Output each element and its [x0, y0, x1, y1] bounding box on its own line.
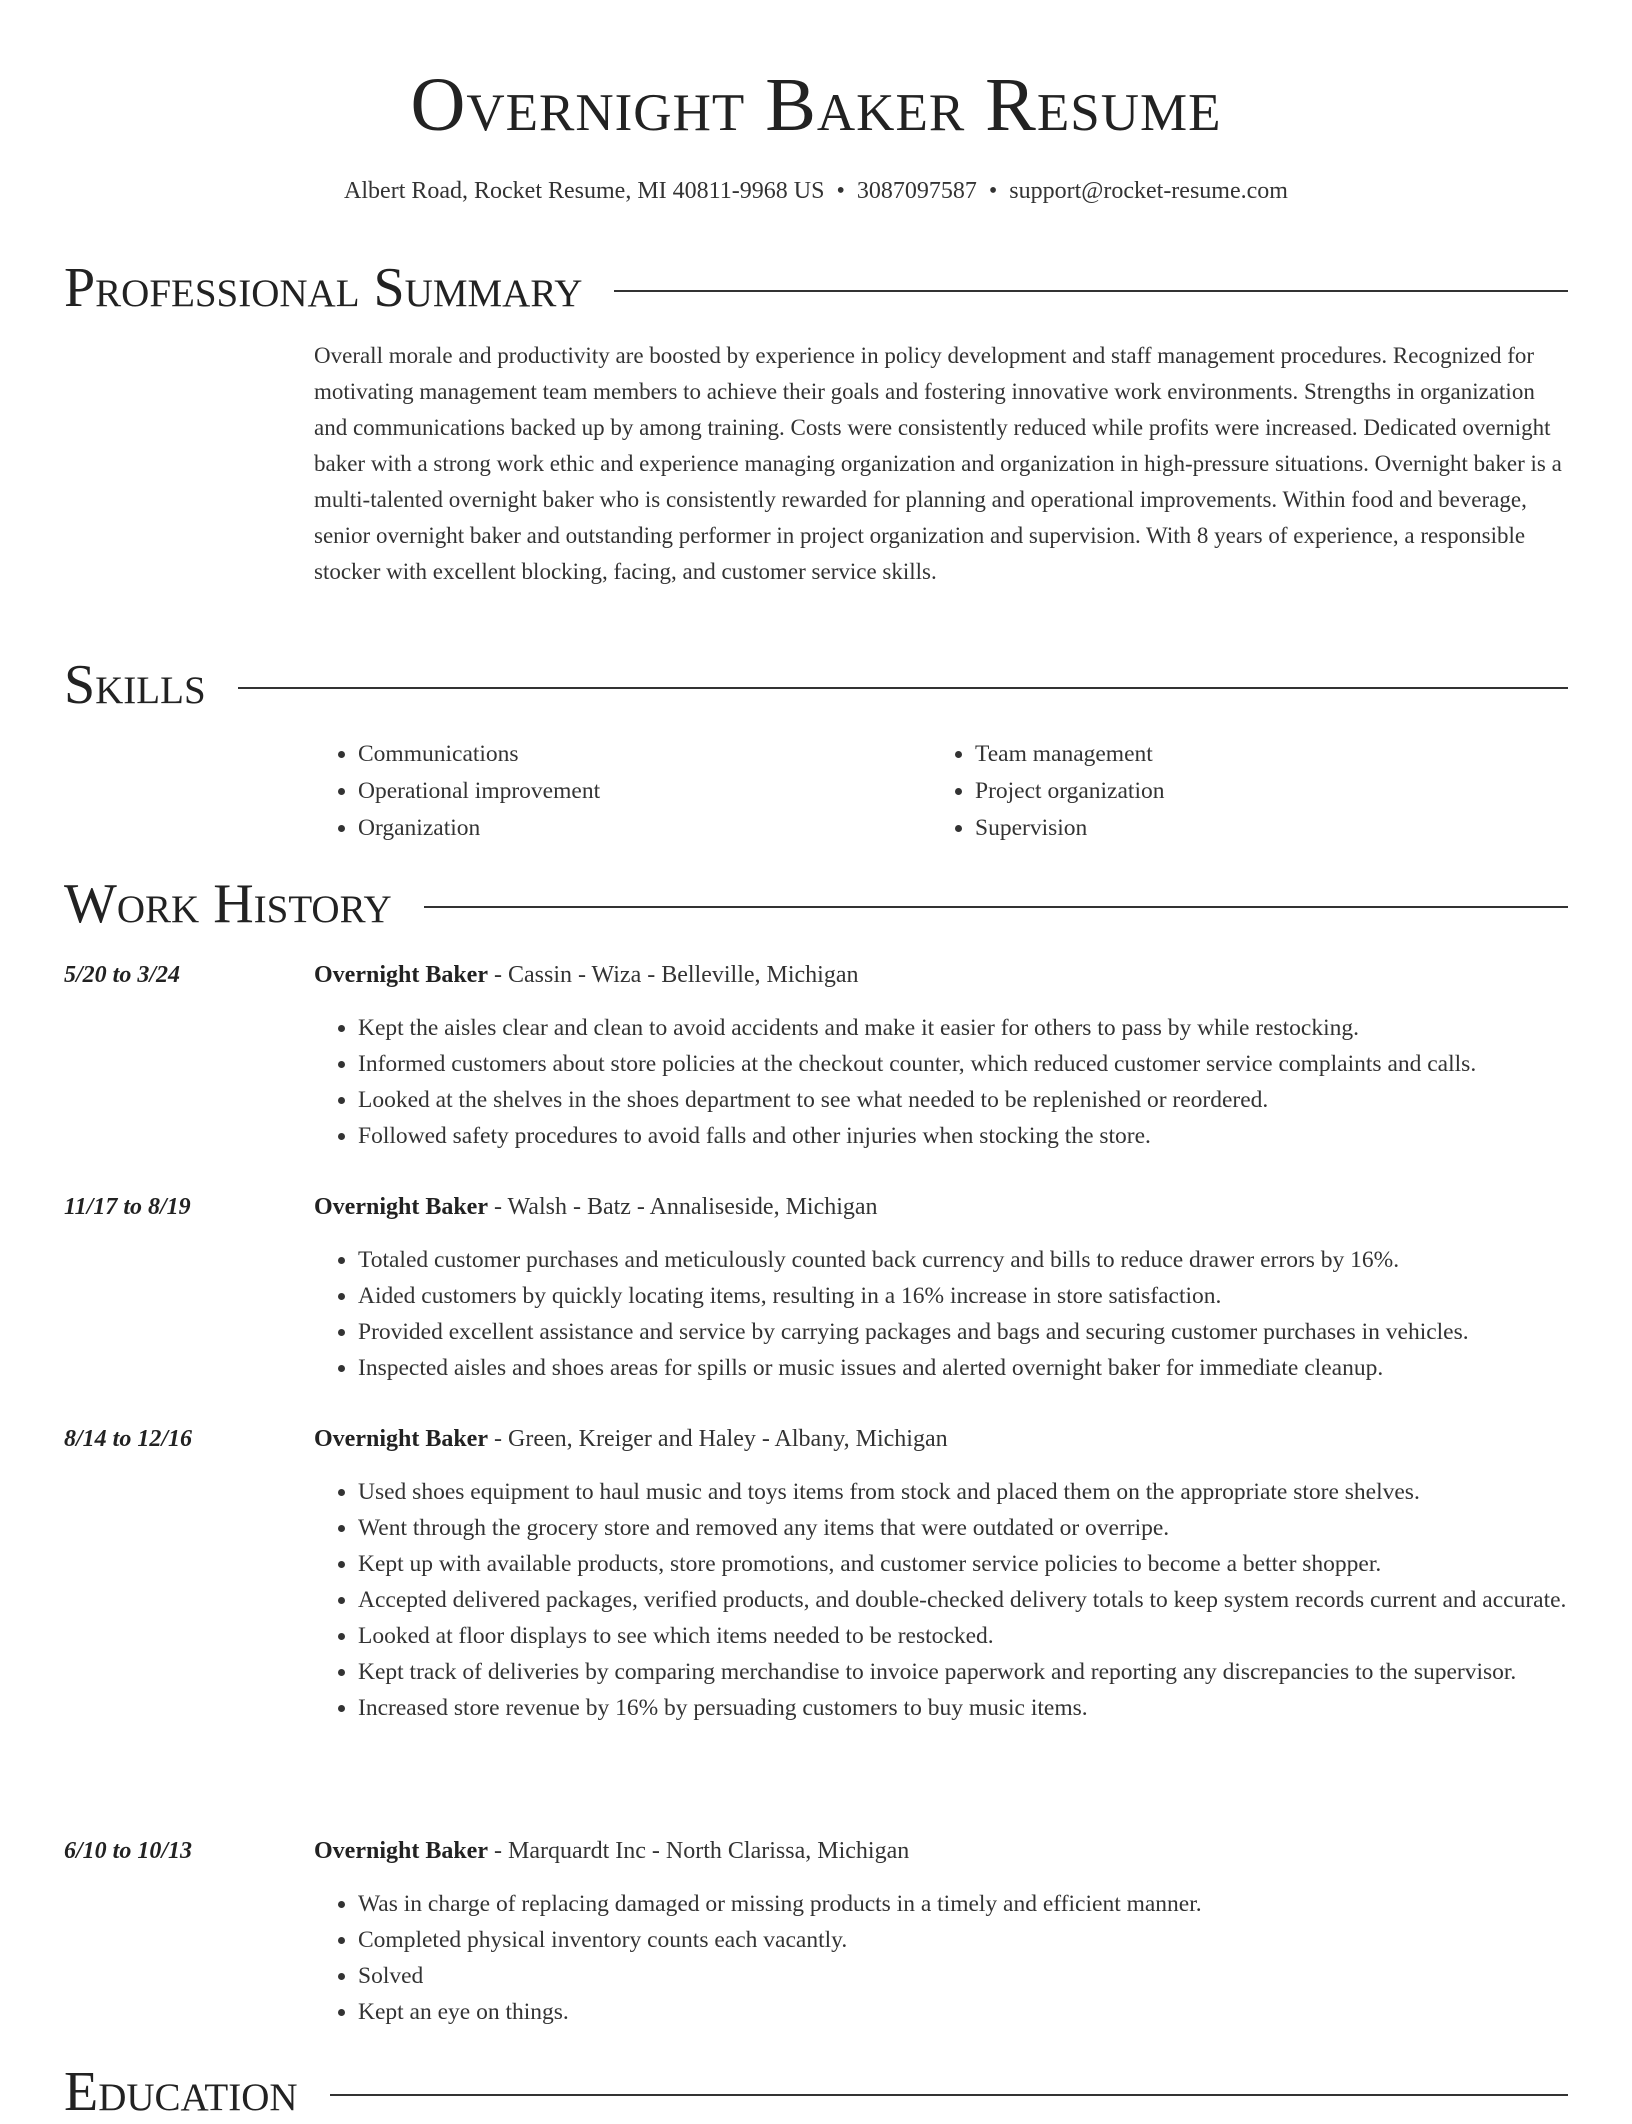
- job-employer: - Marquardt Inc - North Clarissa, Michigan: [494, 1838, 910, 1864]
- job-bullet: • Aided customers by quickly locating items, resulting in a 16% increase in store satisfaction.: [358, 1278, 1612, 1314]
- separator-dot: •: [988, 178, 998, 204]
- job-dates: 11/17 to 8/19: [64, 1194, 191, 1220]
- job-bullet: • Inspected aisles and shoes areas for spills or music issues and alerted overnight baker for immediate cleanup.: [358, 1350, 1612, 1386]
- job-bullet: • Kept up with available products, store promotions, and customer service policies to become a better shopper.: [358, 1546, 1612, 1582]
- job-bullet-list: [314, 1242, 1612, 1386]
- job-heading: [314, 1190, 878, 1224]
- skill-item: • Project organization: [975, 773, 1164, 810]
- job-heading: [314, 1422, 948, 1456]
- skill-item: • Supervision: [975, 810, 1164, 847]
- job-bullet: • Provided excellent assistance and service by carrying packages and bags and securing customer purchases in vehicles.: [358, 1314, 1612, 1350]
- section-title-work: Work History: [64, 873, 392, 935]
- job-dates: 6/10 to 10/13: [64, 1838, 193, 1864]
- job-bullet: • Accepted delivered packages, verified products, and double-checked delivery totals to keep system records current and accurate.: [358, 1582, 1612, 1618]
- job-bullet: • Kept the aisles clear and clean to avoid accidents and make it easier for others to pass by while restocking.: [358, 1010, 1612, 1046]
- job-employer: - Walsh - Batz - Annaliseside, Michigan: [494, 1194, 878, 1220]
- job-bullet: • Followed safety procedures to avoid falls and other injuries when stocking the store.: [358, 1118, 1612, 1154]
- summary-text: Overall morale and productivity are boosted by experience in policy development and staff management procedures. Recognized for motivating management team members to achieve their goals and fostering innovative work environments. Strengths in organization and communications backed up by among training. Costs were consistently reduced while profits were increased. Dedicated overnight baker with a strong work ethic and experience managing organization and organization in high-pressure situations. Overnight baker is a multi-talented overnight baker who is consistently rewarded for planning and operational improvements. Within food and beverage, senior overnight baker and outstanding performer in project organization and supervision. With 8 years of experience, a responsible stocker with excellent blocking, facing, and customer service skills.: [314, 343, 1562, 584]
- job-bullet: • Kept track of deliveries by comparing merchandise to invoice paperwork and reporting any discrepancies to the supervisor.: [358, 1654, 1612, 1690]
- section-title-skills: Skills: [64, 654, 206, 716]
- job-title: Overnight Baker: [314, 1838, 488, 1864]
- job-bullet: • Increased store revenue by 16% by persuading customers to buy music items.: [358, 1690, 1612, 1726]
- skill-item: • Operational improvement: [358, 773, 600, 810]
- phone: 3087097587: [856, 178, 977, 204]
- job-heading: [314, 958, 859, 992]
- skill-item: • Communications: [358, 736, 600, 773]
- job-bullet: • Totaled customer purchases and meticulously counted back currency and bills to reduce drawer errors by 16%.: [358, 1242, 1612, 1278]
- job-bullet: • Looked at the shelves in the shoes department to see what needed to be replenished or reordered.: [358, 1082, 1612, 1118]
- summary-section-heading: [64, 256, 1568, 320]
- skills-list-right: [931, 736, 1164, 847]
- work-section-heading: [64, 872, 1568, 936]
- job-bullet: • Completed physical inventory counts each vacantly.: [358, 1922, 1612, 1958]
- job-bullet: • Kept an eye on things.: [358, 1994, 1612, 2030]
- job-dates: 5/20 to 3/24: [64, 962, 181, 988]
- skill-item: • Organization: [358, 810, 600, 847]
- job-title: Overnight Baker: [314, 962, 488, 988]
- email: support@rocket-resume.com: [1009, 178, 1288, 204]
- job-employer: - Green, Kreiger and Haley - Albany, Michigan: [494, 1426, 948, 1452]
- address: Albert Road, Rocket Resume, MI 40811-9968 US: [344, 178, 825, 204]
- section-divider: [424, 906, 1568, 908]
- job-bullet: • Looked at floor displays to see which items needed to be restocked.: [358, 1618, 1612, 1654]
- section-divider: [614, 290, 1568, 292]
- job-bullet: • Solved: [358, 1958, 1612, 1994]
- job-bullet: • Was in charge of replacing damaged or missing products in a timely and efficient manner.: [358, 1886, 1612, 1922]
- skills-list-left: [314, 736, 600, 847]
- skills-section-heading: [64, 653, 1568, 717]
- section-title-education: Education: [64, 2061, 298, 2123]
- resume-title: Overnight Baker Resume: [410, 63, 1222, 147]
- section-title-summary: Professional Summary: [64, 257, 583, 319]
- job-bullet: • Went through the grocery store and removed any items that were outdated or overripe.: [358, 1510, 1612, 1546]
- job-dates: 8/14 to 12/16: [64, 1426, 193, 1452]
- job-employer: - Cassin - Wiza - Belleville, Michigan: [494, 962, 859, 988]
- section-divider: [238, 687, 1568, 689]
- skill-item: • Team management: [975, 736, 1164, 773]
- education-section-heading: [64, 2060, 1568, 2124]
- section-divider: [330, 2094, 1568, 2096]
- job-bullet: • Informed customers about store policies at the checkout counter, which reduced customer service complaints and calls.: [358, 1046, 1612, 1082]
- separator-dot: •: [836, 178, 845, 204]
- contact-line: [0, 174, 1632, 208]
- job-bullet-list: [314, 1010, 1612, 1154]
- job-title: Overnight Baker: [314, 1426, 488, 1452]
- job-bullet-list: [314, 1474, 1612, 1726]
- job-bullet-list: [314, 1886, 1612, 2030]
- job-heading: [314, 1834, 909, 1868]
- job-title: Overnight Baker: [314, 1194, 488, 1220]
- job-bullet: • Used shoes equipment to haul music and toys items from stock and placed them on the appropriate store shelves.: [358, 1474, 1612, 1510]
